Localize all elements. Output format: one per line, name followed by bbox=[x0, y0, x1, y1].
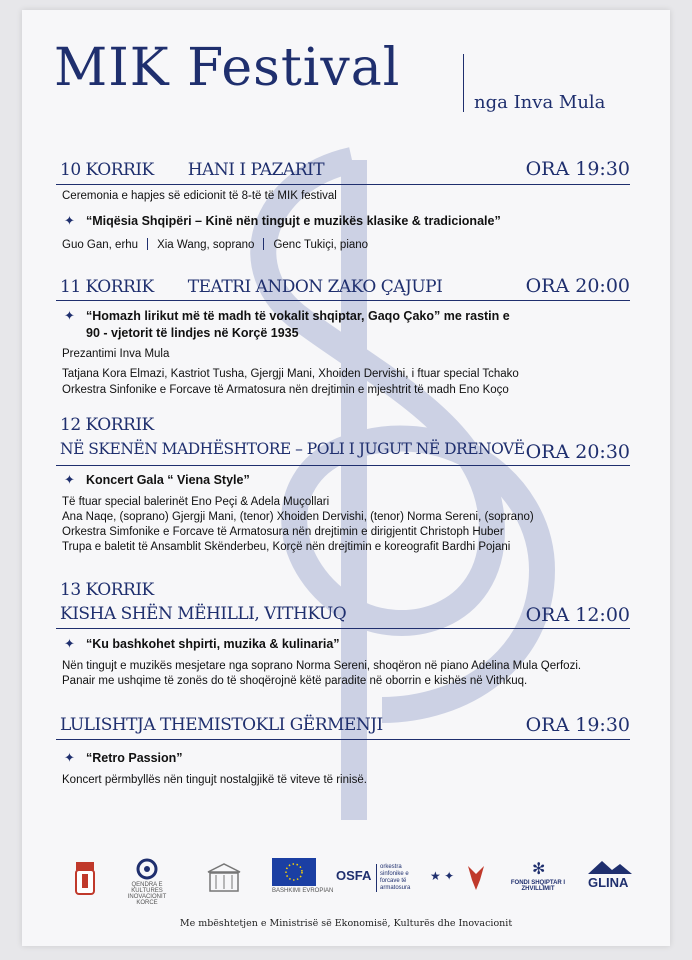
event-4-line: Panair me ushqime të zonës do të shoqërojnë këtë paradite në oborrin e kishës në Vithkuq. bbox=[62, 675, 528, 687]
event-1-artists bbox=[62, 237, 368, 253]
event-2-venue: TEATRI ANDON ZAKO ÇAJUPI bbox=[187, 277, 443, 297]
title-divider bbox=[463, 54, 464, 112]
event-3-venue: NË SKENËN MADHËSHTORE – POLI I JUGUT NË DRENOVË bbox=[60, 440, 525, 458]
event-3-time: ORA 20:30 bbox=[525, 441, 630, 463]
event-5-time: ORA 19:30 bbox=[525, 714, 630, 736]
event-1-bullet-icon: ✦ bbox=[64, 213, 75, 228]
event-3-line: Trupa e baletit të Ansamblit Skënderbeu, Korçë nën drejtimin e koreografit Bardhi Pojani bbox=[62, 541, 511, 553]
event-5-line: Koncert përmbyllës nën tingujt nostalgjikë të viteve të rinisë. bbox=[62, 774, 367, 786]
fondi-shqiptar-logo bbox=[506, 858, 570, 898]
event-3-line: Orkestra Simfonike e Forcave të Armatosura nën drejtimin e dirigjentit Christoph Huber bbox=[62, 526, 504, 538]
event-2-bullet-icon: ✦ bbox=[64, 308, 75, 323]
osfa-subtext: orkestra sinfonike e forcave të armatosura bbox=[376, 864, 426, 892]
event-2-line: Tatjana Kora Elmazi, Kastriot Tusha, Gjergji Mani, Xhoiden Dervishi, i ftuar special Tchako bbox=[62, 368, 519, 380]
event-2-line: Orkestra Sinfonike e Forcave të Armatosura nën drejtimin e mjeshtrit të madh Eno Koço bbox=[62, 384, 509, 396]
event-2-date: 11 KORRIK bbox=[60, 277, 154, 297]
svg-text:★ ✦: ★ ✦ bbox=[430, 869, 455, 883]
event-2-rule bbox=[56, 300, 630, 301]
event-4-date: 13 KORRIK bbox=[60, 580, 154, 600]
event-1-time: ORA 19:30 bbox=[525, 158, 630, 180]
event-2-program-line-1: “Homazh lirikut më të madh të vokalit shqiptar, Gaqo Çako” me rastin e bbox=[86, 309, 510, 323]
event-1-date: 10 KORRIK bbox=[60, 160, 154, 180]
glina-text: GLINA bbox=[588, 875, 629, 890]
mountain-icon bbox=[582, 858, 638, 874]
event-4-rule bbox=[56, 628, 630, 629]
eu-logo bbox=[272, 858, 334, 898]
event-3-date: 12 KORRIK bbox=[60, 415, 154, 435]
event-3-rule bbox=[56, 465, 630, 466]
event-4-bullet-icon: ✦ bbox=[64, 636, 75, 651]
event-2-host: Prezantimi Inva Mula bbox=[62, 348, 170, 360]
svg-text:✻: ✻ bbox=[532, 861, 546, 878]
event-5-bullet-icon: ✦ bbox=[64, 750, 75, 765]
artist-separator bbox=[147, 238, 148, 250]
qendra-kultures-logo bbox=[127, 858, 167, 906]
osfa-text: OSFA bbox=[336, 868, 372, 883]
fondi-shqiptar-text: FONDI SHQIPTAR I ZHVILLIMIT bbox=[510, 880, 566, 892]
fondi-star-icon bbox=[506, 858, 570, 878]
event-2-header bbox=[60, 277, 442, 297]
albania-eagle-icon bbox=[428, 858, 486, 898]
event-3-bullet-icon: ✦ bbox=[64, 472, 75, 487]
glina-logo bbox=[582, 858, 638, 898]
festival-subtitle: nga Inva Mula bbox=[474, 92, 606, 113]
event-5-rule bbox=[56, 739, 630, 740]
qendra-kultures-icon bbox=[127, 858, 167, 880]
korca-crest-icon bbox=[74, 858, 96, 898]
event-1-program: “Miqësia Shqipëri – Kinë nën tingujt e muzikës klasike & tradicionale” bbox=[86, 214, 501, 228]
event-5-program: “Retro Passion” bbox=[86, 751, 183, 765]
event-1-rule bbox=[56, 184, 630, 185]
event-2-time: ORA 20:00 bbox=[525, 275, 630, 297]
event-4-time: ORA 12:00 bbox=[525, 604, 630, 626]
artist-separator bbox=[263, 238, 264, 250]
event-3-program: Koncert Gala “ Viena Style” bbox=[86, 473, 250, 487]
event-4-line: Nën tingujt e muzikës mesjetare nga soprano Norma Sereni, shoqëron në piano Adelina Mula Qerfozi. bbox=[62, 660, 582, 672]
event-4-venue: KISHA SHËN MËHILLI, VITHKUQ bbox=[60, 604, 347, 624]
event-3-line: Të ftuar special balerinët Eno Peçi & Adela Muçollari bbox=[62, 496, 330, 508]
festival-title: MIK Festival bbox=[54, 38, 401, 98]
osfa-logo bbox=[336, 858, 422, 898]
artist: Guo Gan, erhu bbox=[62, 239, 139, 251]
qendra-kultures-text: QENDRA E KULTURES INOVACIONIT KORCE bbox=[127, 882, 167, 906]
artist: Xia Wang, soprano bbox=[157, 239, 255, 251]
event-1-venue: HANI I PAZARIT bbox=[187, 160, 325, 180]
eu-text: BASHKIMI EVROPIAN bbox=[272, 888, 334, 894]
artist: Genc Tukiçi, piano bbox=[273, 239, 369, 251]
footer-credit: Me mbështetjen e Ministrisë së Ekonomisë, Kulturës dhe Inovacionit bbox=[179, 918, 513, 929]
event-3-line: Ana Naqe, (soprano) Gjergji Mani, (tenor) Xhoiden Dervishi, (tenor) Norma Sereni, (soprano) bbox=[62, 511, 534, 523]
festival-poster bbox=[22, 10, 670, 946]
event-1-header bbox=[60, 160, 324, 180]
event-2-program-line-2: 90 - vjetorit të lindjes në Korçë 1935 bbox=[86, 326, 299, 340]
event-4-program: “Ku bashkohet shpirti, muzika & kulinaria” bbox=[86, 637, 340, 651]
event-5-venue: LULISHTJA THEMISTOKLI GËRMENJI bbox=[60, 715, 383, 735]
sponsor-logos bbox=[62, 858, 642, 906]
eu-flag-icon bbox=[272, 858, 316, 886]
building-icon bbox=[204, 858, 244, 898]
event-1-intro: Ceremonia e hapjes së edicionit të 8-të të MIK festival bbox=[62, 190, 337, 202]
